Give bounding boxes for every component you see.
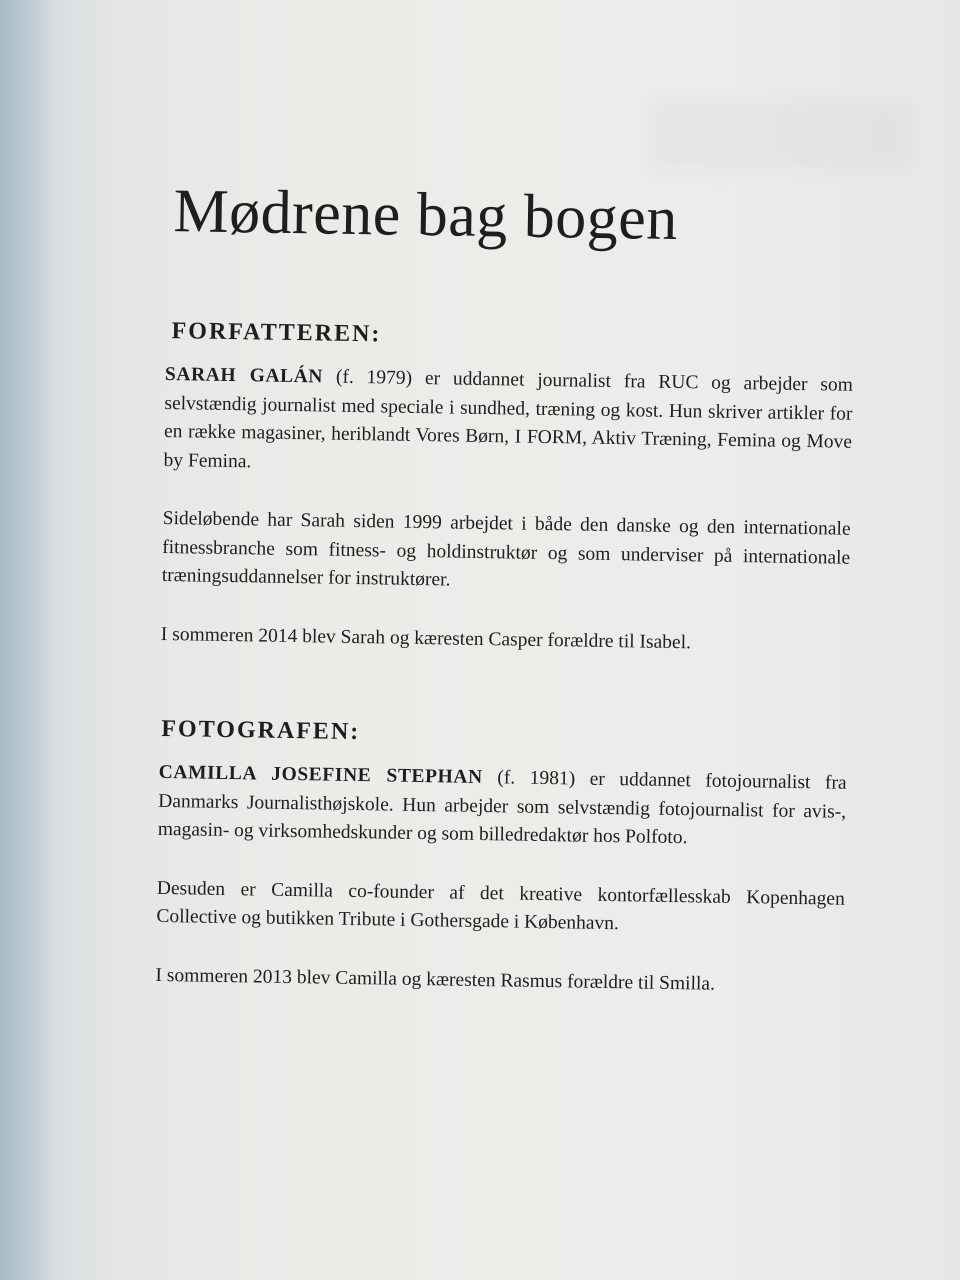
- photographer-paragraph: Desuden er Camilla co-founder af det kreative kontorfællesskab Kopenhagen Collective og butikken Tribute i Gothersgade i København.: [156, 877, 845, 935]
- author-name: SARAH GALÁN: [164, 363, 324, 388]
- author-intro-text: (f. 1979) er uddannet journalist fra RUC og arbejder som selvstændig journalist med speciale i sundhed, træning og kost. Hun skriver artikler for en række magasiner, heriblandt Vores Børn, I FORM, Aktiv Træning, Femina og Move by Femina.: [163, 366, 854, 472]
- author-section: [161, 319, 866, 660]
- photographer-intro-paragraph: [158, 759, 847, 855]
- author-intro-paragraph: [163, 361, 853, 486]
- binding-shadow: [0, 0, 55, 1280]
- author-paragraph: Sideløbende har Sarah siden 1999 arbejdet i både den danske og den internationale fitnessbranche som fitness- og holdinstruktør og som underviser på internationale træningsuddannelser for instruktører.: [161, 507, 851, 591]
- page-content: [155, 177, 868, 1001]
- photographer-name: CAMILLA JOSEFINE STEPHAN: [158, 761, 483, 789]
- author-paragraph: I sommeren 2014 blev Sarah og kæresten Casper forældre til Isabel.: [160, 623, 692, 653]
- photographer-paragraph: I sommeren 2013 blev Camilla og kæresten Rasmus forældre til Smilla.: [155, 964, 716, 995]
- show-through-text: [650, 100, 910, 170]
- photographer-section: [155, 717, 859, 1001]
- page-title: Mødrene bag bogen: [172, 177, 679, 254]
- photographer-heading: FOTOGRAFEN:: [161, 715, 361, 746]
- author-heading: FORFATTEREN:: [171, 318, 382, 348]
- photographer-intro-text: (f. 1981) er uddannet fotojournalist fra Danmarks Journalisthøjskole. Hun arbejder som selvstændig fotojournalist for avis-, magasin- og virksomhedskunder og som billedredaktør hos Polfoto.: [157, 767, 847, 849]
